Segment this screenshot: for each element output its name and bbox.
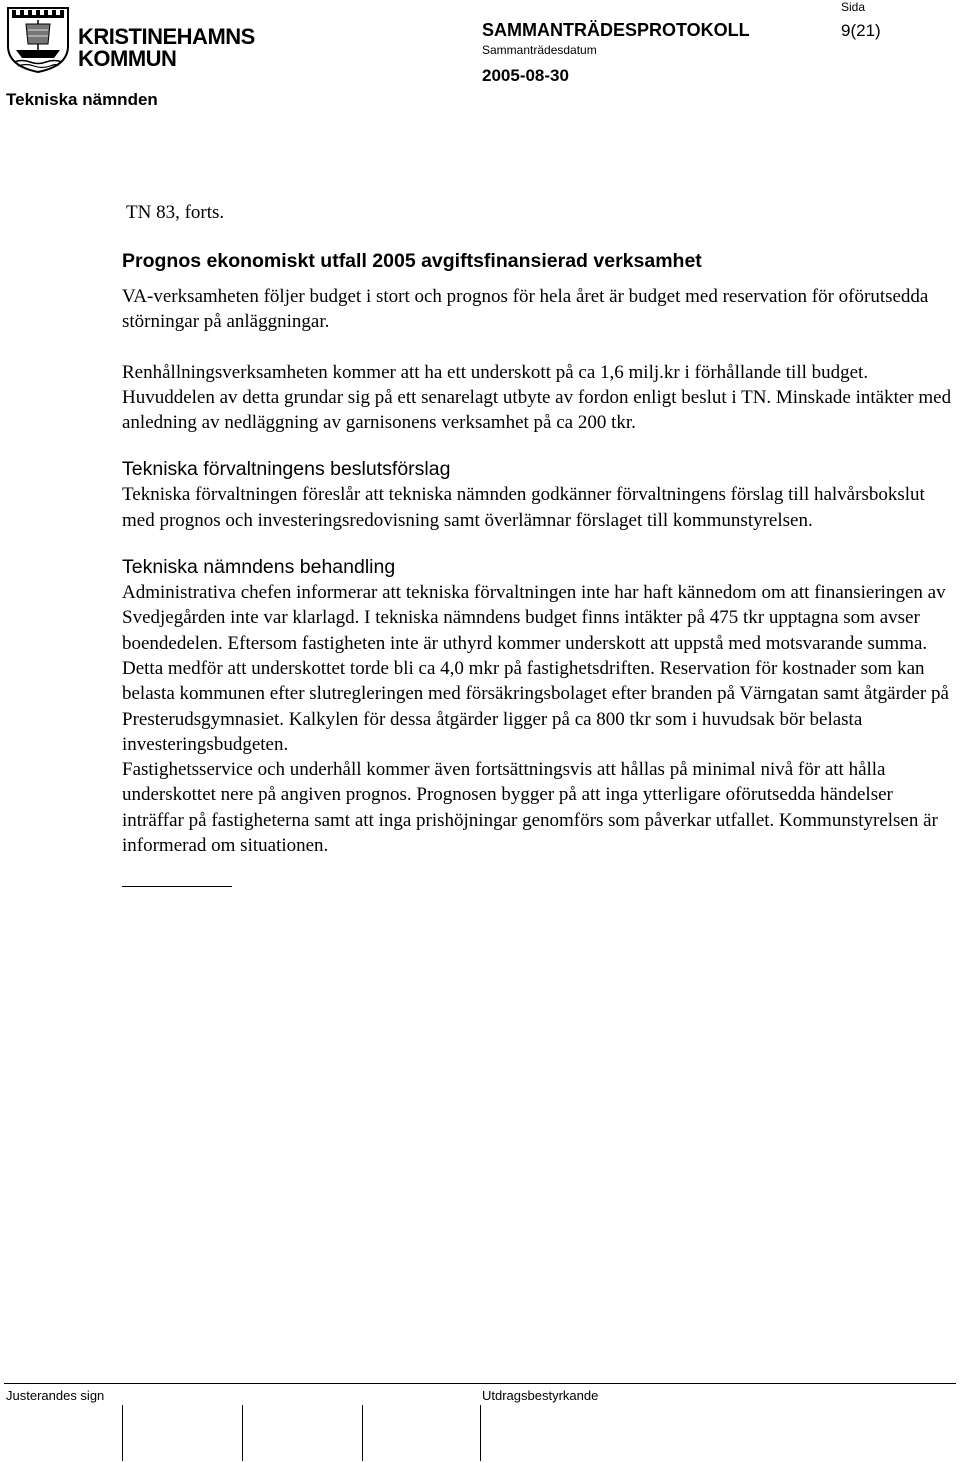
org-name-line2: KOMMUN <box>78 46 177 71</box>
heading-prognos: Prognos ekonomiskt utfall 2005 avgiftsfinansierad verksamhet <box>122 250 702 272</box>
utdragsbestyrkande-label: Utdragsbestyrkande <box>482 1388 599 1403</box>
signature-field-2 <box>242 1405 243 1461</box>
org-name <box>78 26 255 70</box>
paragraph-va: VA-verksamheten följer budget i stort och prognos för hela året är budget med reservation för oförutsedda störningar på anläggningar. <box>122 286 929 333</box>
end-rule <box>122 886 232 887</box>
date-label: Sammanträdesdatum <box>482 43 597 57</box>
page-label: Sida <box>841 0 866 14</box>
heading-behandling: Tekniska nämndens behandling <box>122 556 396 579</box>
ship-crest-icon <box>6 6 70 74</box>
justerandes-sign-label: Justerandes sign <box>6 1388 105 1403</box>
meeting-date: 2005-08-30 <box>482 66 569 85</box>
footer-divider <box>4 1383 956 1384</box>
paragraph-renhallning: Renhållningsverksamheten kommer att ha ett underskott på ca 1,6 milj.kr i förhållande till budget. Huvuddelen av detta grundar sig på ett senarelagt utbyte av fordon enligt beslut i TN. Minskade intäkter med anledning av nedläggning av garnisonens verksamhet på ca 200 tkr. <box>122 361 952 434</box>
paragraph-behandling-1: Administrativa chefen informerar att tekniska förvaltningen inte har haft kännedom om att finansieringen av Svedjegården inte var klarlagd. I tekniska nämndens budget finns intäkter på 475 tkr upptagna som avser boendedelen. Eftersom fastigheten inte är uthyrd kommer underskott att uppstå med motsvarande summa. Detta medför att underskottet torde bli ca 4,0 mkr på fastighetsdriften. Reservation för kostnader som kan belasta kommunen efter slutregleringen med försäkringsbolaget efter branden på Värngatan samt åtgärder på Presterudsgymnasiet. Kalkylen för dessa åtgärder ligger på ca 800 tkr som i huvudsak bör belasta investeringsbudgeten. <box>122 582 949 755</box>
signature-field-1 <box>122 1405 123 1461</box>
page-number: 9(21) <box>841 21 881 40</box>
signature-field-3 <box>362 1405 363 1461</box>
committee-name: Tekniska nämnden <box>6 90 158 109</box>
paragraph-behandling-2: Fastighetsservice och underhåll kommer även fortsättningsvis att hållas på minimal nivå för att hålla underskottet nere på angiven prognos. Prognosen bygger på att inga ytterligare oförutsedda händelser inträffar på fastigheterna samt att inga prishöjningar genomförs som påverkar utfallet. Kommunstyrelsen är informerad om situationen. <box>122 759 938 857</box>
signature-field-4 <box>480 1405 481 1461</box>
section-reference: TN 83, forts. <box>126 202 225 223</box>
protocol-body <box>122 200 958 887</box>
org-name-line1: KRISTINEHAMNS <box>78 24 255 49</box>
document-type: SAMMANTRÄDESPROTOKOLL <box>482 20 750 40</box>
paragraph-beslutsforslag: Tekniska förvaltningen föreslår att tekniska nämnden godkänner förvaltningens förslag till halvårsbokslut med prognos och investeringsredovisning samt överlämnar förslaget till kommunstyrelsen. <box>122 484 925 531</box>
heading-beslutsforslag: Tekniska förvaltningens beslutsförslag <box>122 458 451 481</box>
